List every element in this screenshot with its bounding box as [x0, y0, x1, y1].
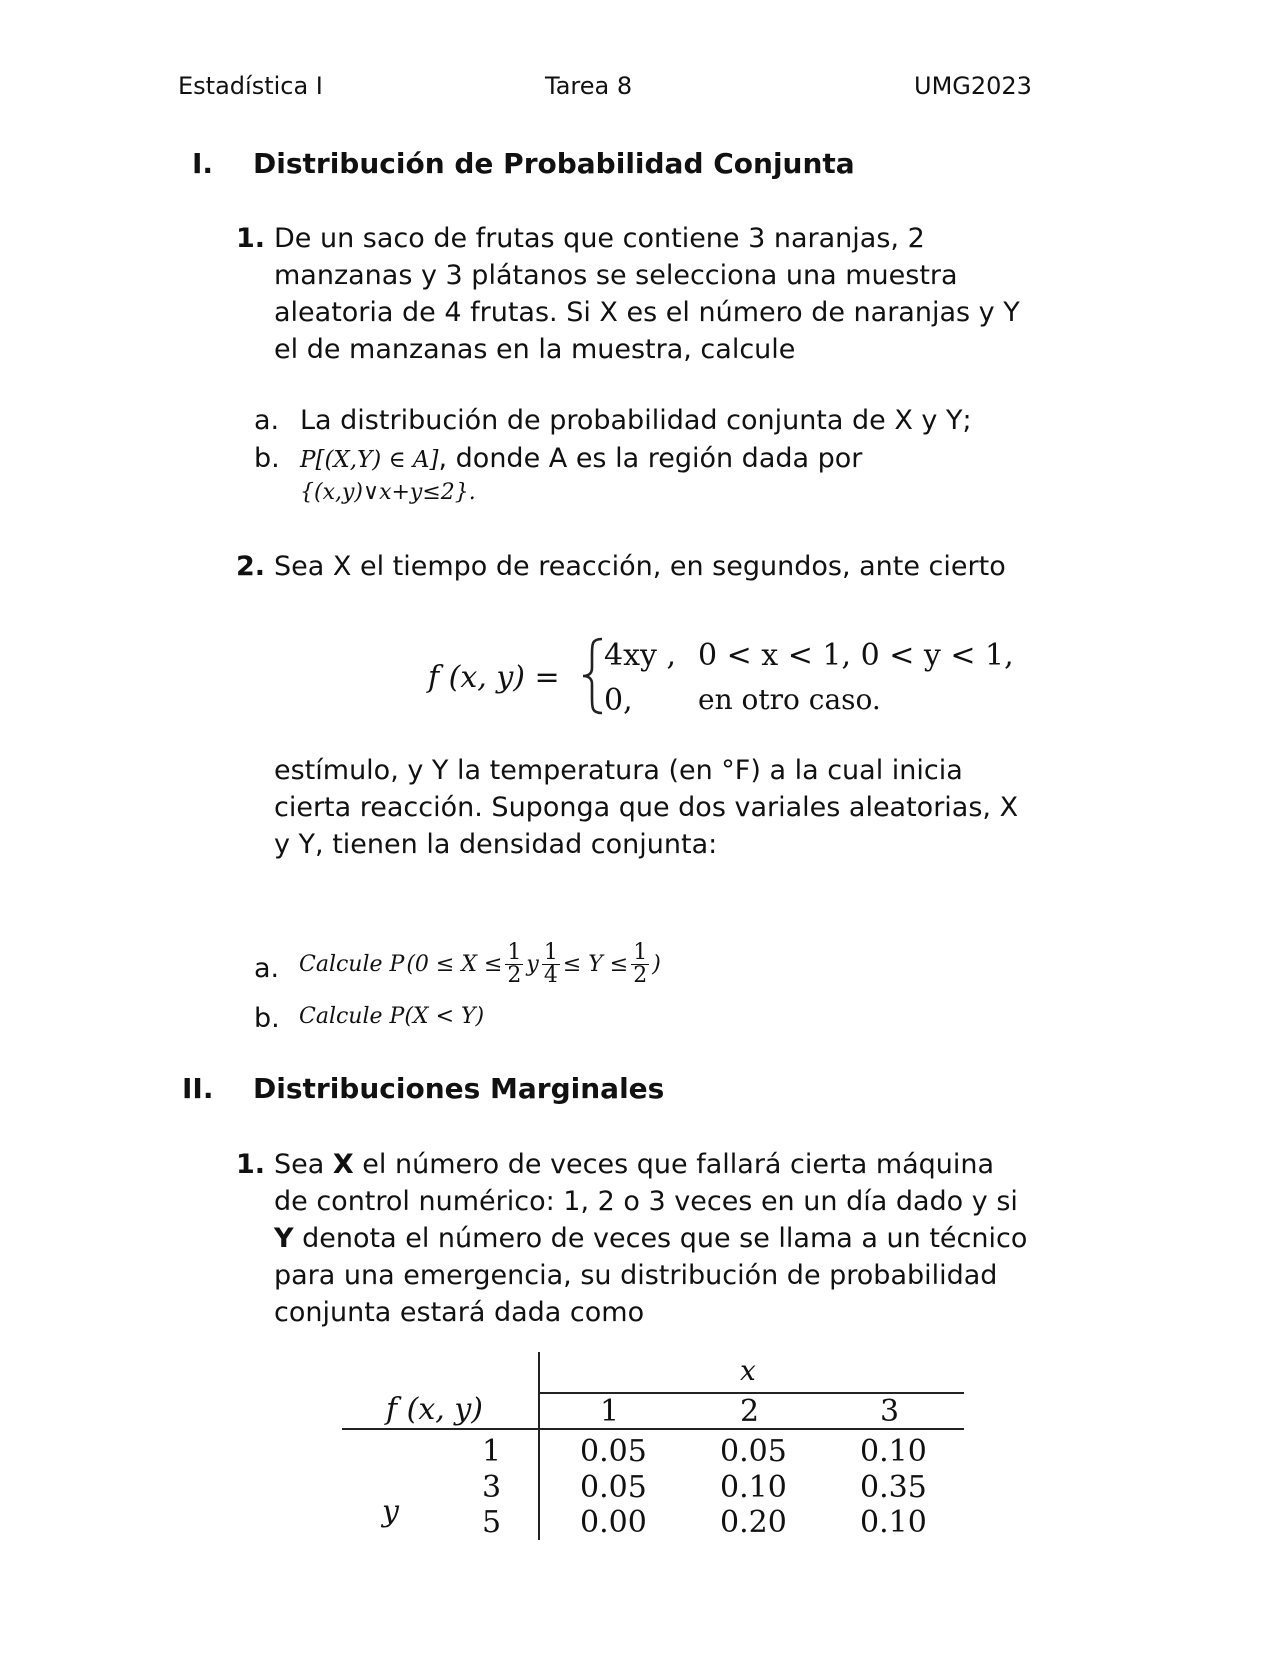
formula-brace [580, 636, 606, 716]
section-2-title: Distribuciones Marginales [253, 1072, 665, 1105]
formula-case1-expr: 4xy , [604, 638, 677, 673]
table-y-value: 1 [482, 1434, 502, 1469]
q1-a-label: a. [254, 405, 280, 436]
table-cell: 0.10 [860, 1505, 927, 1540]
s2-q1-number: 1. [236, 1149, 266, 1180]
table-body-rule [342, 1428, 964, 1430]
q2-b-label: b. [254, 1003, 280, 1034]
section-1-numeral: I. [192, 147, 214, 180]
q2-number: 2. [236, 551, 266, 582]
table-cell: 0.05 [580, 1470, 647, 1505]
table-cell: 0.05 [580, 1434, 647, 1469]
table-x-value: 2 [740, 1394, 760, 1429]
table-cell: 0.20 [720, 1505, 787, 1540]
q2-line: y Y, tienen la densidad conjunta: [274, 829, 718, 860]
table-cell: 0.00 [580, 1505, 647, 1540]
frac-numerator: 1 [543, 940, 558, 965]
q1-text [274, 220, 1094, 368]
table-y-label: y [382, 1494, 399, 1529]
q1-a-text: La distribución de probabilidad conjunta de X y Y; [300, 405, 972, 436]
s2-q1-text [274, 1146, 1114, 1331]
q2-a-label: a. [254, 953, 280, 984]
bold-variable: Y [274, 1223, 294, 1254]
table-y-value: 3 [482, 1470, 502, 1505]
bold-variable: X [332, 1149, 354, 1180]
table-x-value: 3 [880, 1394, 900, 1429]
q2-a-frac2 [542, 942, 560, 987]
text-run: el número de veces que fallará cierta máquina [353, 1149, 995, 1180]
text-run: Sea [274, 1149, 333, 1180]
s2-q1-line [274, 1220, 1114, 1257]
frac-denominator: 2 [507, 963, 522, 988]
table-cell: 0.05 [720, 1434, 787, 1469]
s2-q1-line [274, 1146, 1114, 1183]
header-assignment: Tarea 8 [545, 72, 633, 100]
q1-b-label: b. [254, 443, 280, 474]
q1-b-set: {(x,y)∨x+y≤2}. [300, 480, 476, 505]
formula-case2-expr: 0, [604, 683, 633, 718]
q1-line: De un saco de frutas que contiene 3 naranjas, 2 [274, 223, 925, 254]
table-x-value: 1 [600, 1394, 620, 1429]
frac-denominator: 4 [543, 963, 558, 988]
q2-line: cierta reacción. Suponga que dos variales aleatorias, X [274, 792, 1019, 823]
q1-line: manzanas y 3 plátanos se selecciona una muestra [274, 260, 958, 291]
q1-number: 1. [236, 223, 266, 254]
table-cell: 0.10 [860, 1434, 927, 1469]
q2-a-part1: (0 ≤ X ≤ [406, 952, 503, 977]
table-cell: 0.35 [860, 1470, 927, 1505]
section-1-title: Distribución de Probabilidad Conjunta [253, 147, 855, 180]
q2-a-prefix: Calcule P [299, 952, 405, 977]
frac-denominator: 2 [633, 963, 648, 988]
q2-line: estímulo, y Y la temperatura (en °F) a la cual inicia [274, 755, 963, 786]
q2-text [274, 752, 1094, 863]
q1-line: el de manzanas en la muestra, calcule [274, 334, 796, 365]
q1-b-line [300, 440, 862, 479]
q2-a-frac1 [505, 942, 523, 987]
table-vertical-rule [538, 1352, 540, 1540]
section-2-numeral: II. [182, 1072, 214, 1105]
frac-numerator: 1 [507, 940, 522, 965]
q2-a-expression [299, 942, 661, 987]
s2-q1-line: de control numérico: 1, 2 o 3 veces en un día dado y si [274, 1186, 1018, 1217]
q2-b-expression: Calcule P(X < Y) [299, 1004, 485, 1029]
s2-q1-line: conjunta estará dada como [274, 1297, 645, 1328]
q2-a-close: ) [652, 952, 661, 977]
q2-a-frac3 [631, 942, 649, 987]
q2-a-mid: y [526, 952, 539, 977]
q1-b-text: , donde A es la región dada por [438, 443, 863, 474]
s2-q1-line: para una emergencia, su distribución de probabilidad [274, 1260, 998, 1291]
table-x-label: x [740, 1354, 756, 1387]
frac-numerator: 1 [633, 940, 648, 965]
q1-line: aleatoria de 4 frutas. Si X es el número de naranjas y Y [274, 297, 1020, 328]
formula-lhs: f (x, y) = [428, 660, 560, 695]
header-code: UMG2023 [914, 72, 1032, 100]
q2-a-part2: ≤ Y ≤ [562, 952, 629, 977]
q2-line1: Sea X el tiempo de reacción, en segundos, ante cierto [274, 551, 1006, 582]
text-run: denota el número de veces que se llama a un técnico [293, 1223, 1028, 1254]
formula-case2-cond: en otro caso. [698, 683, 881, 716]
joint-distribution-table [342, 1352, 964, 1540]
q1-b-math: P[(X,Y) ∈ A] [300, 447, 439, 473]
table-y-value: 5 [482, 1505, 502, 1540]
formula-case1-cond: 0 < x < 1, 0 < y < 1, [698, 638, 1014, 673]
table-cell: 0.10 [720, 1470, 787, 1505]
header-course: Estadística I [178, 72, 323, 100]
table-corner-label: f (x, y) [386, 1392, 483, 1427]
